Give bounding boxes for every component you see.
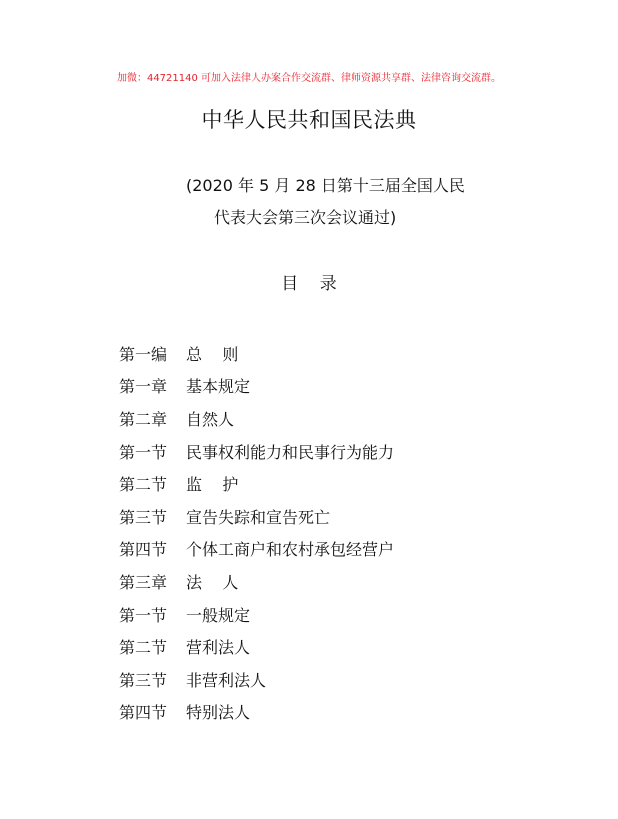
toc-entry-label: 监 护 bbox=[186, 475, 239, 495]
toc-entry-number: 第二节 bbox=[119, 475, 168, 495]
toc-entry-label: 营利法人 bbox=[186, 638, 251, 658]
toc-entry-number: 第一章 bbox=[119, 377, 168, 397]
toc-entry-label: 自然人 bbox=[186, 409, 235, 429]
toc-entry-label: 一般规定 bbox=[186, 605, 251, 625]
toc-entry-label: 民事权利能力和民事行为能力 bbox=[186, 442, 395, 462]
toc-entry-label: 个体工商户和农村承包经营户 bbox=[186, 540, 395, 560]
contact-notice: 加微：44721140 可加入法律人办案合作交流群、律师资源共享群、法律咨询交流群。 bbox=[116, 73, 502, 84]
toc-entry bbox=[119, 402, 519, 435]
toc-entry-label: 特别法人 bbox=[186, 703, 251, 723]
toc-entry-label: 宣告失踪和宣告死亡 bbox=[186, 507, 331, 527]
toc-entry-number: 第三节 bbox=[119, 670, 168, 690]
toc-entry-number: 第四节 bbox=[119, 703, 168, 723]
toc-entry bbox=[119, 337, 519, 370]
toc-entry bbox=[119, 435, 519, 468]
toc-entry bbox=[119, 467, 519, 500]
table-of-contents bbox=[119, 337, 519, 728]
toc-entry bbox=[119, 370, 519, 403]
toc-entry bbox=[119, 630, 519, 663]
document-subtitle-line1: (2020 年 5 月 28 日第十三届全国人民 bbox=[186, 176, 465, 195]
document-title: 中华人民共和国民法典 bbox=[201, 108, 417, 132]
toc-entry-number: 第一编 bbox=[119, 344, 168, 364]
toc-entry-label: 基本规定 bbox=[186, 377, 251, 397]
toc-entry bbox=[119, 565, 519, 598]
toc-entry-number: 第一节 bbox=[119, 442, 168, 462]
toc-entry-number: 第二节 bbox=[119, 638, 168, 658]
toc-entry-number: 第三章 bbox=[119, 572, 168, 592]
toc-entry bbox=[119, 533, 519, 566]
toc-entry-label: 总 则 bbox=[186, 344, 239, 364]
document-subtitle-line2: 代表大会第三次会议通过) bbox=[214, 208, 397, 227]
toc-heading: 目 录 bbox=[281, 274, 337, 294]
toc-entry bbox=[119, 663, 519, 696]
toc-entry bbox=[119, 598, 519, 631]
toc-entry-label: 非营利法人 bbox=[186, 670, 267, 690]
toc-entry-number: 第二章 bbox=[119, 409, 168, 429]
toc-entry-number: 第三节 bbox=[119, 507, 168, 527]
toc-entry-number: 第四节 bbox=[119, 540, 168, 560]
toc-entry-number: 第一节 bbox=[119, 605, 168, 625]
toc-entry bbox=[119, 500, 519, 533]
toc-entry bbox=[119, 696, 519, 729]
toc-entry-label: 法 人 bbox=[186, 572, 239, 592]
